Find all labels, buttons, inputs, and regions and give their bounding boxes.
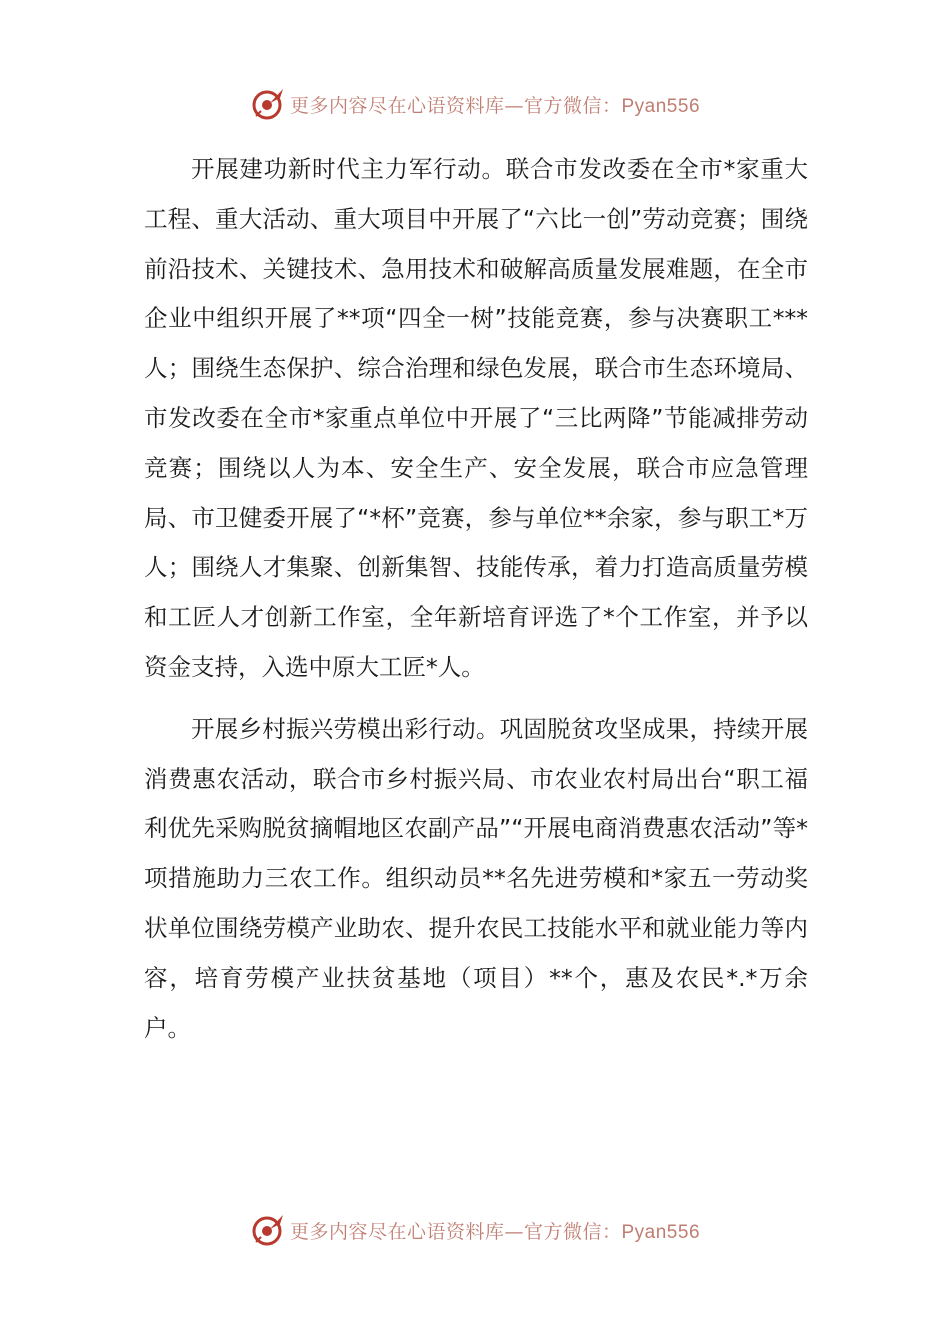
footer-wechat-id: Pyan556	[621, 1221, 701, 1243]
quill-logo-icon	[250, 1212, 286, 1248]
header-banner-text: 更多内容尽在心语资料库—官方微信：Pyan556	[289, 94, 701, 117]
paragraph-2: 开展乡村振兴劳模出彩行动。巩固脱贫攻坚成果，持续开展消费惠农活动，联合市乡村振兴局、市农业农村局出台“职工福利优先采购脱贫摘帽地区农副产品”“开展电商消费惠农活动”等*项措施助力三农工作。组织动员**名先进劳模和*家五一劳动奖状单位围绕劳模产业助农、提升农民工技能水平和就业能力等内容，培育劳模产业扶贫基地（项目）**个，惠及农民*.*万余户。	[144, 714, 808, 1042]
header-wechat-id: Pyan556	[621, 95, 701, 117]
footer-banner-text: 更多内容尽在心语资料库—官方微信：Pyan556	[289, 1220, 701, 1243]
quill-logo-icon	[250, 86, 286, 122]
paragraph-1: 开展建功新时代主力军行动。联合市发改委在全市*家重大工程、重大活动、重大项目中开展了“六比一创”劳动竞赛；围绕前沿技术、关键技术、急用技术和破解高质量发展难题，在全市企业中组织开展了**项“四全一树”技能竞赛，参与决赛职工***人；围绕生态保护、综合治理和绿色发展，联合市生态环境局、市发改委在全市*家重点单位中开展了“三比两降”节能减排劳动竞赛；围绕以人为本、安全生产、安全发展，联合市应急管理局、市卫健委开展了“*杯”竞赛，参与单位**余家，参与职工*万人；围绕人才集聚、创新集智、技能传承，着力打造高质量劳模和工匠人才创新工作室，全年新培育评选了*个工作室，并予以资金支持，入选中原大工匠*人。	[144, 155, 808, 681]
document-body	[144, 145, 808, 1065]
header-banner	[0, 84, 950, 124]
footer-banner	[0, 1210, 950, 1250]
